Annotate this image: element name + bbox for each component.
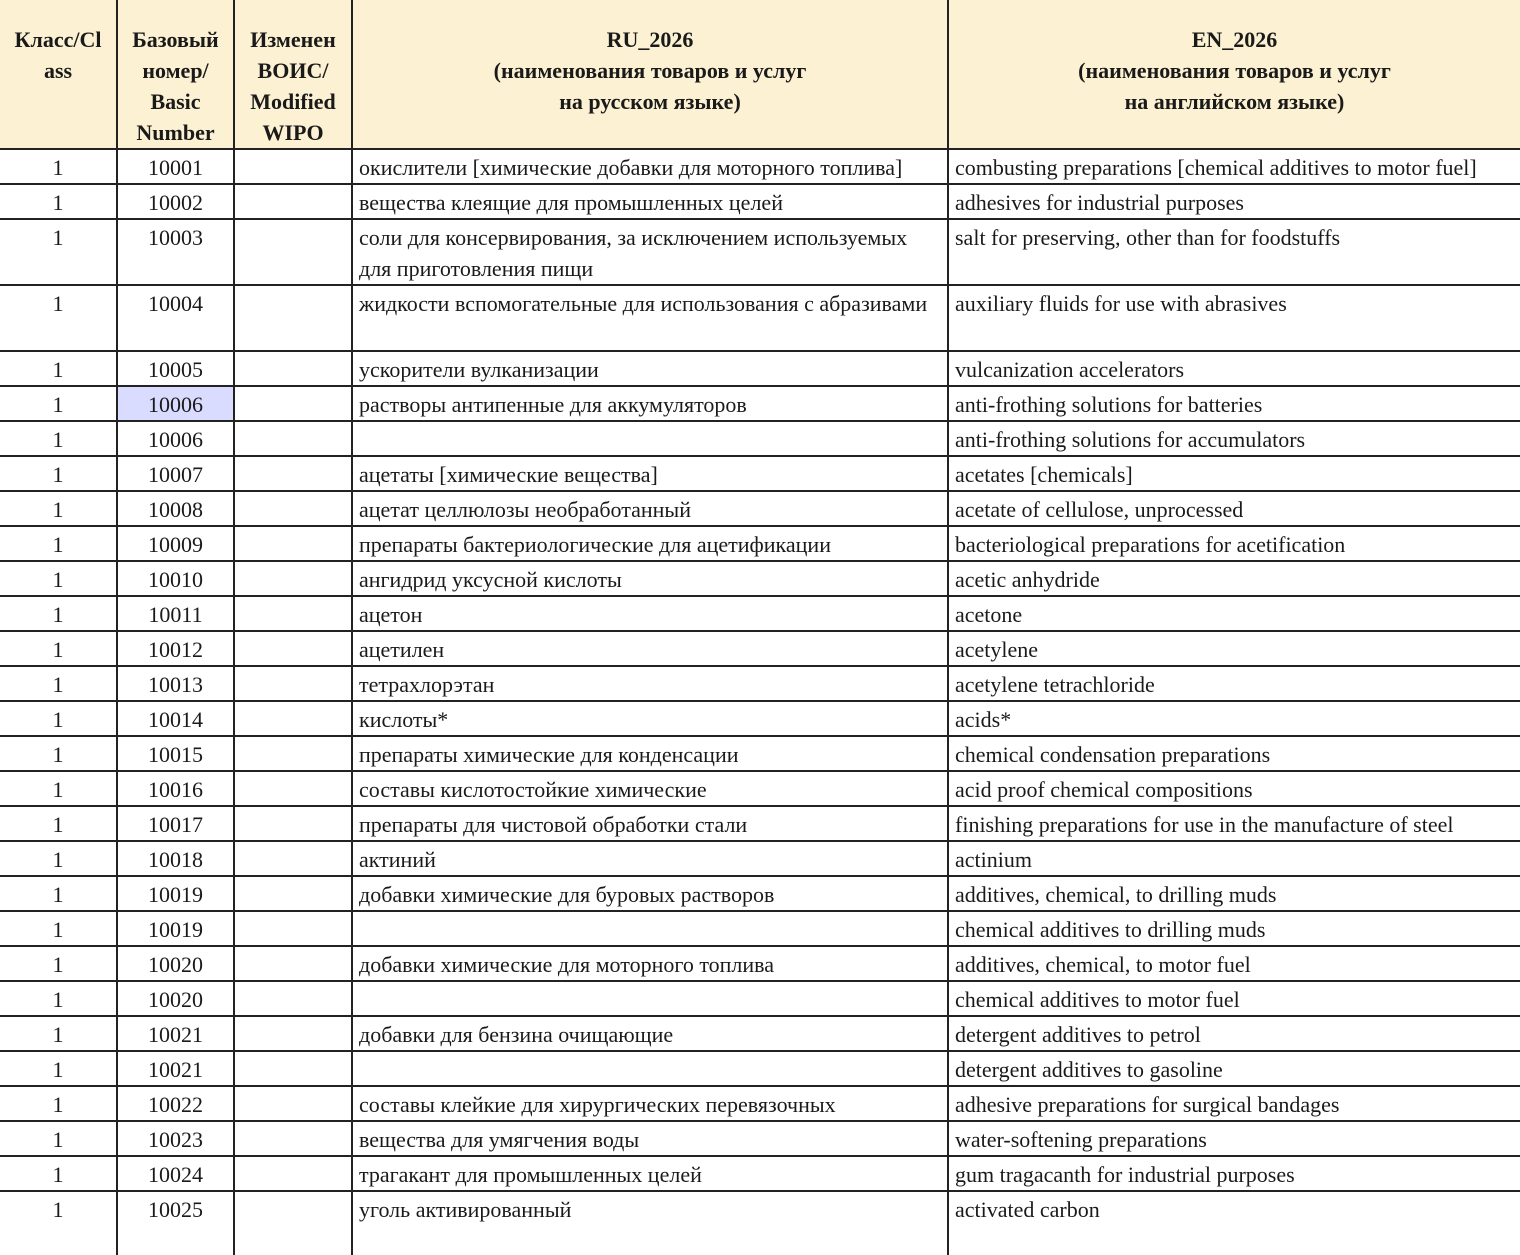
table-row — [0, 1051, 1520, 1086]
cell-ru[interactable]: соли для консервирования, за исключением используемых для приготовления пищи — [352, 219, 948, 285]
cell-modified[interactable] — [234, 149, 352, 184]
cell-class[interactable]: 1 — [0, 491, 117, 526]
cell-class[interactable]: 1 — [0, 631, 117, 666]
cell-ru[interactable]: ацетаты [химические вещества] — [352, 456, 948, 491]
cell-basic-number[interactable]: 10014 — [117, 701, 234, 736]
cell-ru[interactable]: препараты бактериологические для ацетификации — [352, 526, 948, 561]
cell-en[interactable]: chemical condensation preparations — [948, 736, 1520, 771]
cell-ru[interactable]: добавки химические для моторного топлива — [352, 946, 948, 981]
table-row — [0, 631, 1520, 666]
table-row — [0, 1086, 1520, 1121]
cell-en[interactable]: chemical additives to motor fuel — [948, 981, 1520, 1016]
cell-en[interactable]: gum tragacanth for industrial purposes — [948, 1156, 1520, 1191]
cell-basic-number[interactable]: 10020 — [117, 946, 234, 981]
cell-modified[interactable] — [234, 736, 352, 771]
cell-basic-number[interactable]: 10010 — [117, 561, 234, 596]
cell-modified[interactable] — [234, 876, 352, 911]
cell-en[interactable]: combusting preparations [chemical additives to motor fuel] — [948, 149, 1520, 184]
cell-class[interactable]: 1 — [0, 596, 117, 631]
cell-ru[interactable]: вещества клеящие для промышленных целей — [352, 184, 948, 219]
table-row — [0, 841, 1520, 876]
cell-ru[interactable]: тетрахлорэтан — [352, 666, 948, 701]
cell-basic-number[interactable]: 10005 — [117, 351, 234, 386]
cell-class[interactable]: 1 — [0, 1156, 117, 1191]
cell-class[interactable]: 1 — [0, 184, 117, 219]
cell-class[interactable]: 1 — [0, 666, 117, 701]
cell-modified[interactable] — [234, 1016, 352, 1051]
table-row — [0, 386, 1520, 421]
cell-class[interactable]: 1 — [0, 771, 117, 806]
cell-basic-number[interactable]: 10006 — [117, 421, 234, 456]
table-row — [0, 351, 1520, 386]
cell-modified[interactable] — [234, 219, 352, 285]
cell-modified[interactable] — [234, 386, 352, 421]
cell-basic-number[interactable]: 10002 — [117, 184, 234, 219]
cell-basic-number[interactable]: 10016 — [117, 771, 234, 806]
cell-en[interactable]: finishing preparations for use in the manufacture of steel — [948, 806, 1520, 841]
cell-basic-number[interactable]: 10019 — [117, 911, 234, 946]
cell-class[interactable]: 1 — [0, 561, 117, 596]
cell-en[interactable]: acids* — [948, 701, 1520, 736]
cell-modified[interactable] — [234, 981, 352, 1016]
cell-ru[interactable]: растворы антипенные для аккумуляторов — [352, 386, 948, 421]
cell-en[interactable]: additives, chemical, to drilling muds — [948, 876, 1520, 911]
cell-ru[interactable]: актиний — [352, 841, 948, 876]
cell-class[interactable]: 1 — [0, 1086, 117, 1121]
cell-modified[interactable] — [234, 351, 352, 386]
table-row — [0, 285, 1520, 351]
cell-class[interactable]: 1 — [0, 911, 117, 946]
cell-modified[interactable] — [234, 456, 352, 491]
cell-ru[interactable]: ацетон — [352, 596, 948, 631]
cell-class[interactable]: 1 — [0, 736, 117, 771]
cell-basic-number[interactable]: 10011 — [117, 596, 234, 631]
table-row — [0, 1121, 1520, 1156]
cell-modified[interactable] — [234, 561, 352, 596]
cell-basic-number[interactable]: 10003 — [117, 219, 234, 285]
cell-class[interactable]: 1 — [0, 526, 117, 561]
cell-en[interactable]: auxiliary fluids for use with abrasives — [948, 285, 1520, 351]
cell-basic-number[interactable]: 10017 — [117, 806, 234, 841]
table-row — [0, 876, 1520, 911]
cell-en[interactable]: salt for preserving, other than for foodstuffs — [948, 219, 1520, 285]
cell-class[interactable]: 1 — [0, 149, 117, 184]
table-row — [0, 981, 1520, 1016]
cell-class[interactable]: 1 — [0, 876, 117, 911]
cell-class[interactable]: 1 — [0, 386, 117, 421]
cell-basic-number[interactable]: 10007 — [117, 456, 234, 491]
header-basic-number[interactable]: Базовый номер/ Basic Number — [117, 0, 234, 149]
cell-modified[interactable] — [234, 1121, 352, 1156]
cell-ru[interactable]: ацетат целлюлозы необработанный — [352, 491, 948, 526]
cell-en[interactable]: detergent additives to gasoline — [948, 1051, 1520, 1086]
cell-class[interactable]: 1 — [0, 1016, 117, 1051]
cell-ru[interactable]: окислители [химические добавки для моторного топлива] — [352, 149, 948, 184]
cell-ru[interactable]: жидкости вспомогательные для использования с абразивами — [352, 285, 948, 351]
cell-modified[interactable] — [234, 1156, 352, 1191]
cell-ru[interactable]: составы кислотостойкие химические — [352, 771, 948, 806]
cell-class[interactable]: 1 — [0, 351, 117, 386]
cell-ru[interactable] — [352, 1051, 948, 1086]
cell-en[interactable]: water-softening preparations — [948, 1121, 1520, 1156]
cell-basic-number[interactable]: 10001 — [117, 149, 234, 184]
table-row — [0, 456, 1520, 491]
cell-modified[interactable] — [234, 911, 352, 946]
cell-basic-number[interactable]: 10021 — [117, 1051, 234, 1086]
table-row — [0, 596, 1520, 631]
cell-class[interactable]: 1 — [0, 806, 117, 841]
cell-ru[interactable] — [352, 911, 948, 946]
header-class[interactable]: Класс/Cl ass — [0, 0, 117, 149]
cell-en[interactable]: acetic anhydride — [948, 561, 1520, 596]
cell-en[interactable]: adhesive preparations for surgical bandages — [948, 1086, 1520, 1121]
cell-ru[interactable]: добавки химические для буровых растворов — [352, 876, 948, 911]
cell-modified[interactable] — [234, 1086, 352, 1121]
table-row — [0, 561, 1520, 596]
cell-modified[interactable] — [234, 184, 352, 219]
cell-modified[interactable] — [234, 1051, 352, 1086]
cell-ru[interactable]: кислоты* — [352, 701, 948, 736]
cell-basic-number[interactable]: 10015 — [117, 736, 234, 771]
cell-basic-number[interactable]: 10013 — [117, 666, 234, 701]
table-row — [0, 806, 1520, 841]
cell-en[interactable]: anti-frothing solutions for accumulators — [948, 421, 1520, 456]
cell-basic-number[interactable]: 10020 — [117, 981, 234, 1016]
cell-en[interactable]: acetate of cellulose, unprocessed — [948, 491, 1520, 526]
table-row — [0, 946, 1520, 981]
cell-class[interactable]: 1 — [0, 701, 117, 736]
cell-ru[interactable]: трагакант для промышленных целей — [352, 1156, 948, 1191]
cell-ru[interactable]: составы клейкие для хирургических перевязочных — [352, 1086, 948, 1121]
table-row — [0, 771, 1520, 806]
cell-en[interactable]: anti-frothing solutions for batteries — [948, 386, 1520, 421]
cell-modified[interactable] — [234, 666, 352, 701]
cell-modified[interactable] — [234, 421, 352, 456]
table-row — [0, 1156, 1520, 1191]
cell-basic-number[interactable]: 10024 — [117, 1156, 234, 1191]
header-modified-wipo[interactable]: Изменен ВОИС/ Modified WIPO — [234, 0, 352, 149]
table-row — [0, 701, 1520, 736]
header-ru-2026[interactable]: RU_2026 (наименования товаров и услуг на русском языке) — [352, 0, 948, 149]
cell-ru[interactable]: уголь активированный — [352, 1191, 948, 1255]
table-row — [0, 666, 1520, 701]
cell-basic-number[interactable]: 10004 — [117, 285, 234, 351]
cell-basic-number-selected[interactable]: 10006 — [117, 386, 234, 421]
cell-modified[interactable] — [234, 1191, 352, 1255]
cell-class[interactable]: 1 — [0, 285, 117, 351]
cell-basic-number[interactable]: 10021 — [117, 1016, 234, 1051]
table-row — [0, 911, 1520, 946]
cell-en[interactable]: acetates [chemicals] — [948, 456, 1520, 491]
cell-basic-number[interactable]: 10018 — [117, 841, 234, 876]
cell-ru[interactable]: ускорители вулканизации — [352, 351, 948, 386]
table-row — [0, 491, 1520, 526]
cell-en[interactable]: acid proof chemical compositions — [948, 771, 1520, 806]
cell-en[interactable]: acetone — [948, 596, 1520, 631]
cell-modified[interactable] — [234, 285, 352, 351]
table-row — [0, 184, 1520, 219]
cell-basic-number[interactable]: 10019 — [117, 876, 234, 911]
cell-modified[interactable] — [234, 701, 352, 736]
cell-basic-number[interactable]: 10012 — [117, 631, 234, 666]
cell-class[interactable]: 1 — [0, 981, 117, 1016]
cell-en[interactable]: acetylene — [948, 631, 1520, 666]
cell-en[interactable]: chemical additives to drilling muds — [948, 911, 1520, 946]
cell-en[interactable]: additives, chemical, to motor fuel — [948, 946, 1520, 981]
cell-ru[interactable]: ангидрид уксусной кислоты — [352, 561, 948, 596]
cell-modified[interactable] — [234, 631, 352, 666]
cell-en[interactable]: bacteriological preparations for acetification — [948, 526, 1520, 561]
table-row — [0, 736, 1520, 771]
cell-en[interactable]: detergent additives to petrol — [948, 1016, 1520, 1051]
cell-class[interactable]: 1 — [0, 1191, 117, 1255]
cell-ru[interactable]: добавки для бензина очищающие — [352, 1016, 948, 1051]
cell-modified[interactable] — [234, 596, 352, 631]
cell-modified[interactable] — [234, 946, 352, 981]
cell-class[interactable]: 1 — [0, 1051, 117, 1086]
cell-basic-number[interactable]: 10008 — [117, 491, 234, 526]
header-row — [0, 0, 1520, 149]
cell-basic-number[interactable]: 10023 — [117, 1121, 234, 1156]
cell-class[interactable]: 1 — [0, 946, 117, 981]
cell-class[interactable]: 1 — [0, 219, 117, 285]
cell-basic-number[interactable]: 10009 — [117, 526, 234, 561]
table-row — [0, 421, 1520, 456]
cell-en[interactable]: actinium — [948, 841, 1520, 876]
table-row — [0, 219, 1520, 285]
table-row — [0, 1191, 1520, 1255]
cell-modified[interactable] — [234, 841, 352, 876]
cell-modified[interactable] — [234, 526, 352, 561]
cell-class[interactable]: 1 — [0, 1121, 117, 1156]
cell-ru[interactable]: ацетилен — [352, 631, 948, 666]
cell-en[interactable]: adhesives for industrial purposes — [948, 184, 1520, 219]
cell-class[interactable]: 1 — [0, 841, 117, 876]
cell-ru[interactable] — [352, 421, 948, 456]
cell-modified[interactable] — [234, 806, 352, 841]
cell-modified[interactable] — [234, 771, 352, 806]
cell-modified[interactable] — [234, 491, 352, 526]
cell-ru[interactable]: препараты для чистовой обработки стали — [352, 806, 948, 841]
cell-en[interactable]: activated carbon — [948, 1191, 1520, 1255]
table-row — [0, 149, 1520, 184]
cell-class[interactable]: 1 — [0, 456, 117, 491]
table-row — [0, 526, 1520, 561]
cell-en[interactable]: vulcanization accelerators — [948, 351, 1520, 386]
cell-ru[interactable]: препараты химические для конденсации — [352, 736, 948, 771]
cell-ru[interactable]: вещества для умягчения воды — [352, 1121, 948, 1156]
cell-ru[interactable] — [352, 981, 948, 1016]
cell-en[interactable]: acetylene tetrachloride — [948, 666, 1520, 701]
cell-basic-number[interactable]: 10025 — [117, 1191, 234, 1255]
header-en-2026[interactable]: EN_2026 (наименования товаров и услуг на английском языке) — [948, 0, 1520, 149]
cell-basic-number[interactable]: 10022 — [117, 1086, 234, 1121]
cell-class[interactable]: 1 — [0, 421, 117, 456]
table-row — [0, 1016, 1520, 1051]
